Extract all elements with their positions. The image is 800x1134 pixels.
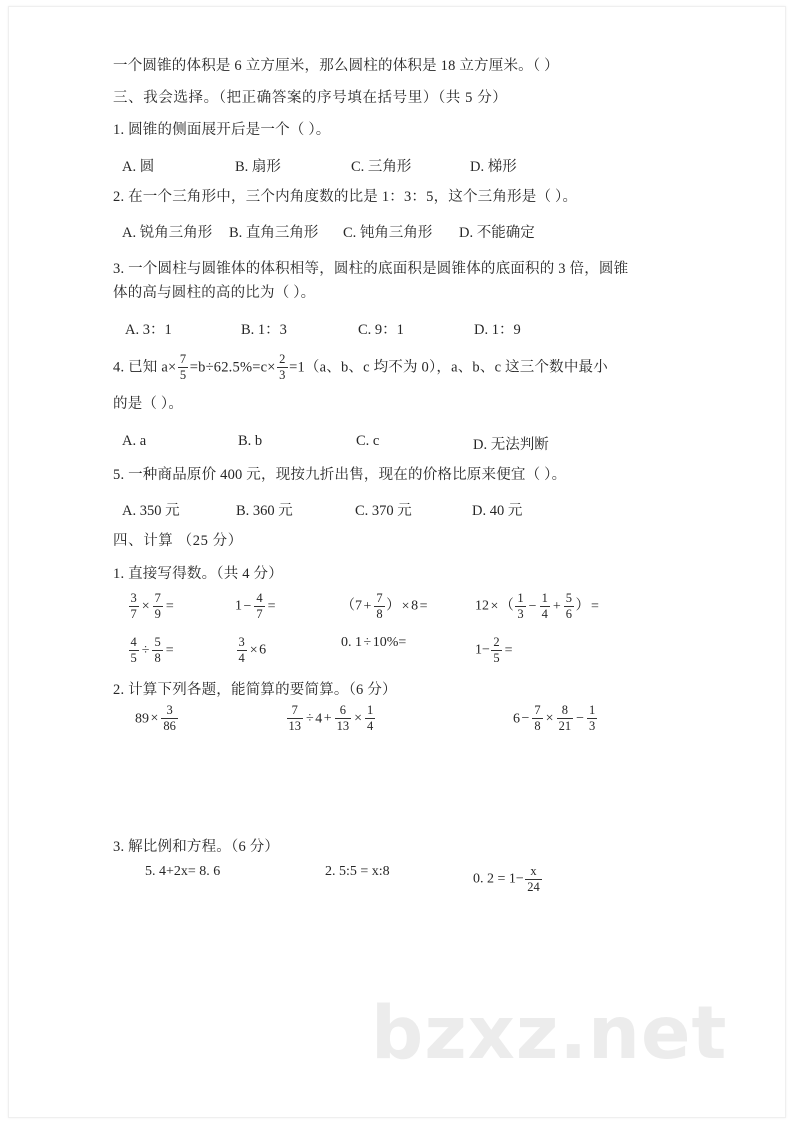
q4-text-b: =b÷62.5%=c× — [189, 359, 276, 376]
option-c[interactable]: C. 三角形 — [351, 158, 412, 175]
math-text: 0. 1 — [341, 635, 362, 651]
math-text: 8 — [411, 598, 419, 614]
math-operator: + — [552, 598, 561, 614]
choice-question-3-options — [113, 318, 713, 338]
math-text: （ — [499, 598, 514, 614]
math-text: 4 — [315, 711, 323, 727]
fraction-1-over-3: $\frac{1}{3}$ — [588, 703, 596, 734]
math-text: 6 — [513, 711, 520, 727]
option-d[interactable]: D. 不能确定 — [459, 225, 535, 241]
simplify-expressions-row — [113, 704, 713, 762]
exam-content — [113, 59, 713, 924]
equation-item-1 — [145, 864, 220, 880]
math-operator: × — [490, 598, 499, 614]
fraction-7-over-9: $\frac{7}{9}$ — [154, 590, 161, 621]
math-text: 1 — [235, 598, 242, 614]
fraction-3-over-7: $\frac{3}{7}$ — [130, 590, 137, 621]
site-watermark: bzxz.net — [371, 991, 728, 1076]
math-text: 6 — [259, 642, 267, 658]
option-c[interactable]: C. c — [356, 432, 380, 449]
fraction-1-over-3: $\frac{1}{3}$ — [517, 590, 524, 621]
option-b[interactable]: B. 360 元 — [236, 503, 293, 520]
option-d[interactable]: D. 1：9 — [474, 321, 521, 338]
fraction-5-over-6: $\frac{5}{6}$ — [565, 590, 572, 621]
math-text: （7 — [341, 598, 362, 614]
math-text: 1− — [475, 642, 490, 658]
fraction-3-over-4: $\frac{3}{4}$ — [238, 634, 245, 665]
equation-item-2 — [325, 864, 390, 880]
math-text: 89 — [135, 711, 149, 727]
oral-calc-item-2 — [235, 591, 277, 622]
fraction-4-over-7: $\frac{4}{7}$ — [256, 590, 263, 621]
math-operator: ÷ — [306, 711, 314, 727]
math-operator: × — [545, 711, 554, 727]
option-a[interactable]: A. 锐角三角形 — [122, 225, 213, 241]
equation-item-3 — [473, 864, 543, 895]
option-a[interactable]: A. 圆 — [122, 158, 155, 175]
choice-question-4-stem-line2: 的是（ ）。 — [113, 396, 184, 413]
fraction-5-over-8: $\frac{5}{8}$ — [154, 634, 161, 665]
math-text: ） — [575, 598, 590, 614]
math-text: ） — [386, 598, 401, 614]
answer-space-simplify — [113, 762, 713, 840]
choice-question-5-options — [113, 499, 713, 520]
fraction-2-over-5: $\frac{2}{5}$ — [493, 634, 500, 665]
fraction-7-over-8: $\frac{7}{8}$ — [534, 703, 541, 734]
option-a[interactable]: A. a — [122, 432, 147, 449]
math-text: 12 — [475, 598, 489, 614]
choice-question-2-stem: 2. 在一个三角形中，三个内角度数的比是 1：3：5，这个三角形是（ ）。 — [113, 188, 578, 205]
math-operator: = — [267, 598, 276, 614]
math-text: 2. 5:5 = x:8 — [325, 864, 390, 880]
oral-calc-item-4 — [475, 591, 600, 622]
option-c[interactable]: C. 370 元 — [355, 503, 412, 520]
q4-text-a: 4. 已知 a× — [113, 359, 177, 376]
math-operator: × — [141, 598, 150, 614]
choice-question-3-stem-line1: 3. 一个圆柱与圆锥体的体积相等，圆柱的底面积是圆锥体的底面积的 3 倍，圆锥 — [113, 261, 629, 277]
oral-calc-item-6 — [235, 635, 266, 666]
sub1-heading: 1. 直接写得数。（共 4 分） — [113, 565, 283, 582]
fraction-1-over-4: $\frac{1}{4}$ — [367, 703, 374, 734]
math-operator: = — [165, 598, 174, 614]
math-text: 5. 4+2x= 8. 6 — [145, 864, 221, 880]
choice-question-4-options — [113, 432, 713, 453]
choice-question-1-options — [113, 155, 713, 175]
math-operator: + — [363, 598, 372, 614]
fraction-7-over-8: $\frac{7}{8}$ — [376, 590, 383, 621]
oral-calc-item-3 — [341, 591, 429, 622]
simplify-item-3 — [513, 704, 599, 735]
math-operator: = — [590, 598, 599, 614]
fraction-6-over-13: $\frac{6}{13}$ — [336, 703, 350, 734]
simplify-item-1 — [135, 704, 179, 735]
option-d[interactable]: D. 梯形 — [470, 158, 517, 175]
math-operator: − — [521, 711, 530, 727]
q4-fraction-two-thirds: $\frac{2}{3}$ — [279, 352, 286, 383]
fraction-3-over-86: $\frac{3}{86}$ — [163, 703, 176, 734]
exam-page-sheet — [8, 6, 786, 1118]
sub3-heading: 3. 解比例和方程。（6 分） — [113, 838, 280, 855]
option-b[interactable]: B. 扇形 — [235, 158, 281, 175]
math-text: 10%= — [372, 635, 407, 651]
choice-question-5-stem: 5. 一种商品原价 400 元，现按九折出售，现在的价格比原来便宜（ ）。 — [113, 466, 567, 483]
oral-calculation-grid — [113, 591, 713, 677]
simplify-item-2 — [285, 704, 377, 735]
option-c[interactable]: C. 9：1 — [358, 321, 404, 338]
fraction-1-over-4: $\frac{1}{4}$ — [541, 590, 548, 621]
math-operator: = — [419, 598, 428, 614]
choice-question-1-stem: 1. 圆锥的侧面展开后是一个（ ）。 — [113, 122, 331, 138]
math-operator: ÷ — [363, 635, 372, 651]
fraction-4-over-5: $\frac{4}{5}$ — [130, 634, 137, 665]
option-d[interactable]: D. 40 元 — [472, 503, 523, 520]
oral-calc-item-8 — [475, 635, 514, 666]
option-b[interactable]: B. 直角三角形 — [229, 225, 319, 241]
equations-row — [113, 864, 713, 924]
option-b[interactable]: B. 1：3 — [241, 321, 287, 338]
math-operator: − — [576, 711, 584, 727]
math-operator: − — [243, 598, 252, 614]
choice-question-4-stem-line1 — [113, 353, 713, 384]
sub2-heading: 2. 计算下列各题，能简算的要简算。（6 分） — [113, 682, 397, 699]
option-b[interactable]: B. b — [238, 432, 263, 449]
math-operator: + — [323, 711, 332, 727]
math-text: 0. 2 = 1− — [473, 871, 524, 887]
oral-calc-item-7 — [341, 635, 406, 651]
math-operator: × — [150, 711, 159, 727]
option-a[interactable]: A. 350 元 — [122, 503, 180, 520]
oral-calc-item-5 — [127, 635, 175, 666]
section-three-heading: 三、我会选择。（把正确答案的序号填在括号里）（共 5 分） — [113, 89, 508, 106]
fraction-7-over-13: $\frac{7}{13}$ — [288, 703, 301, 734]
oral-calc-item-1 — [127, 591, 175, 622]
math-operator: × — [249, 642, 258, 658]
option-d[interactable]: D. 无法判断 — [473, 436, 549, 453]
fraction-8-over-21: $\frac{8}{21}$ — [558, 703, 572, 734]
section-four-heading: 四、计算 （25 分） — [113, 533, 243, 550]
q4-fraction-seven-fifths: $\frac{7}{5}$ — [179, 352, 187, 383]
choice-question-2-options — [113, 221, 713, 241]
option-c[interactable]: C. 钝角三角形 — [343, 225, 433, 241]
judge-question-5: 一个圆锥的体积是 6 立方厘米，那么圆柱的体积是 18 立方厘米。（ ） — [113, 58, 559, 74]
math-operator: = — [165, 642, 174, 658]
fraction-x-over-24: $\frac{x}{24}$ — [527, 863, 540, 894]
math-operator: − — [528, 598, 537, 614]
math-operator: × — [401, 598, 410, 614]
math-operator: = — [504, 642, 513, 658]
q4-text-c: =1（a、b、c 均不为 0），a、b、c 这三个数中最小 — [289, 359, 608, 376]
math-operator: ÷ — [141, 642, 150, 658]
option-a[interactable]: A. 3：1 — [125, 321, 172, 338]
math-operator: × — [354, 711, 362, 727]
choice-question-3-stem-line2: 体的高与圆柱的高的比为（ ）。 — [113, 285, 316, 302]
